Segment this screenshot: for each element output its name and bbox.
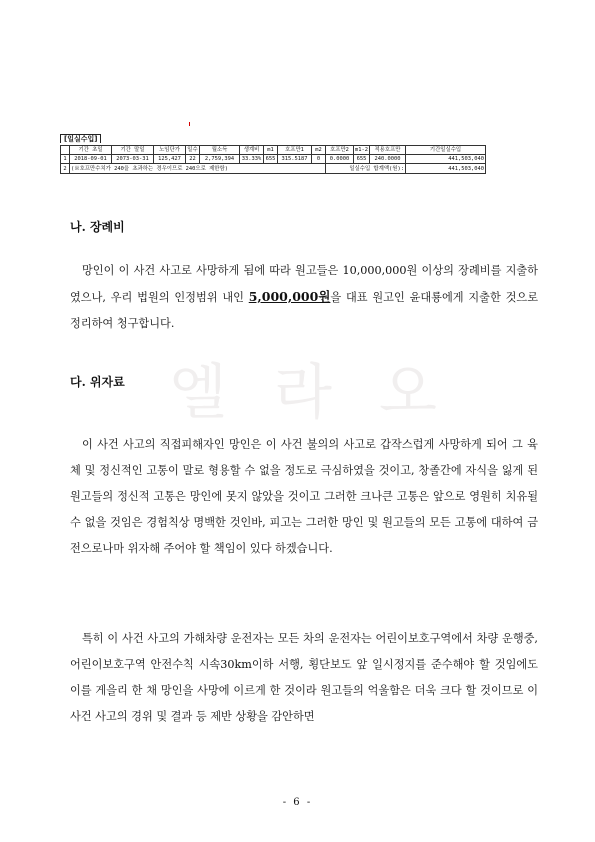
table-cell: 441,503,040	[406, 155, 486, 164]
table-cell: 1	[61, 155, 70, 164]
table-cell: 0.0000	[326, 155, 354, 164]
total-label: 일실수입 합계액(원):	[326, 164, 406, 174]
table-cell: 125,427	[154, 155, 186, 164]
table-cell: 315.5187	[278, 155, 312, 164]
table-cell: 0	[312, 155, 326, 164]
funeral-expense-paragraph	[70, 258, 538, 337]
header-cell: m1-2	[355, 147, 368, 153]
note-index: 2	[61, 164, 70, 174]
table-cell: 2073-03-31	[112, 155, 154, 164]
header-cell: 생계비	[240, 146, 264, 155]
table-cell: 655	[264, 155, 278, 164]
header-cell: 기간일실수입	[406, 146, 486, 155]
section-heading-funeral: 나. 장례비	[70, 220, 125, 234]
header-cell: m1	[264, 146, 278, 155]
header-cell: 기간 말일	[112, 146, 154, 155]
table-cell: 22	[186, 155, 200, 164]
header-cell: 기간 초일	[70, 146, 112, 155]
section-heading-consolation: 다. 위자료	[70, 375, 125, 389]
table-row	[61, 155, 486, 164]
header-cell: 호프만1	[278, 146, 312, 155]
table-cell: 33.33%	[240, 155, 264, 164]
lost-income-title: [일실수입]	[60, 134, 101, 143]
funeral-claim-amount: 5,000,000원	[248, 289, 331, 304]
watermark: 엘 라 오	[168, 358, 452, 428]
table-cell: 655	[354, 155, 370, 164]
lost-income-table	[60, 145, 486, 174]
hoffman-note: (※호프만수치가 240을 초과하는 경우이므로 240으로 제한함)	[70, 164, 326, 174]
table-total-row	[61, 164, 486, 174]
consolation-paragraph-1: 이 사건 사고의 직접피해자인 망인은 이 사건 불의의 사고로 갑작스럽게 사망하게 되어 그 육체 및 정신적인 고통이 말로 형용할 수 없을 정도로 극심하였을 것이고, 창졸간에 자식을 잃게 된 원고들의 정신적 고통은 망인에 못지 않았을 것이고 그러한 크나큰 고통은 앞으로 영원히 치유될 수 없을 것임은 경험칙상 명백한 것인바, 피고는 그러한 망인 및 원고들의 모든 고통에 대하여 금전으로나마 위자해 주어야 할 책임이 있다 하겠습니다.	[70, 438, 538, 555]
lost-income-calculation	[60, 126, 485, 174]
total-value: 441,503,040	[406, 164, 486, 174]
table-cell: 240.0000	[370, 155, 406, 164]
consolation-paragraph-2: 특히 이 사건 사고의 가해차량 운전자는 모든 차의 운전자는 어린이보호구역에서 차량 운행중, 어린이보호구역 안전수칙 시속30km이하 서행, 횡단보도 앞 일시정지를 준수해야 할 것임에도 이를 게을리 한 채 망인을 사망에 이르게 한 것이라 원고들의 억울함은 더욱 크다 할 것이므로 이 사건 사고의 경위 및 결과 등 제반 상황을 감안하면	[70, 632, 538, 723]
header-cell: 적용호프만	[370, 146, 406, 155]
header-cell: m2	[312, 146, 326, 155]
header-cell: 월소득	[200, 146, 240, 155]
table-cell: 2018-09-01	[70, 155, 112, 164]
funeral-text-before: 망인이 이 사건 사고로 사망하게 됨에 따라 원고들은 10,000,000원 이상의 장례비를 지출하였으나, 우리 법원의 인정범위 내인	[70, 264, 538, 304]
table-header-row	[61, 146, 486, 155]
funeral-text-after: 을 대표 원고인 윤대룡에게 지출한 것으로 정리하여 청구합니다.	[70, 291, 538, 330]
table-cell: 2,759,394	[200, 155, 240, 164]
header-cell	[61, 146, 70, 155]
page-number: - 6 -	[282, 797, 313, 808]
header-cell: 노임단가	[154, 146, 186, 155]
header-cell: 일수	[187, 147, 198, 153]
header-cell: 호프만2	[326, 146, 354, 155]
